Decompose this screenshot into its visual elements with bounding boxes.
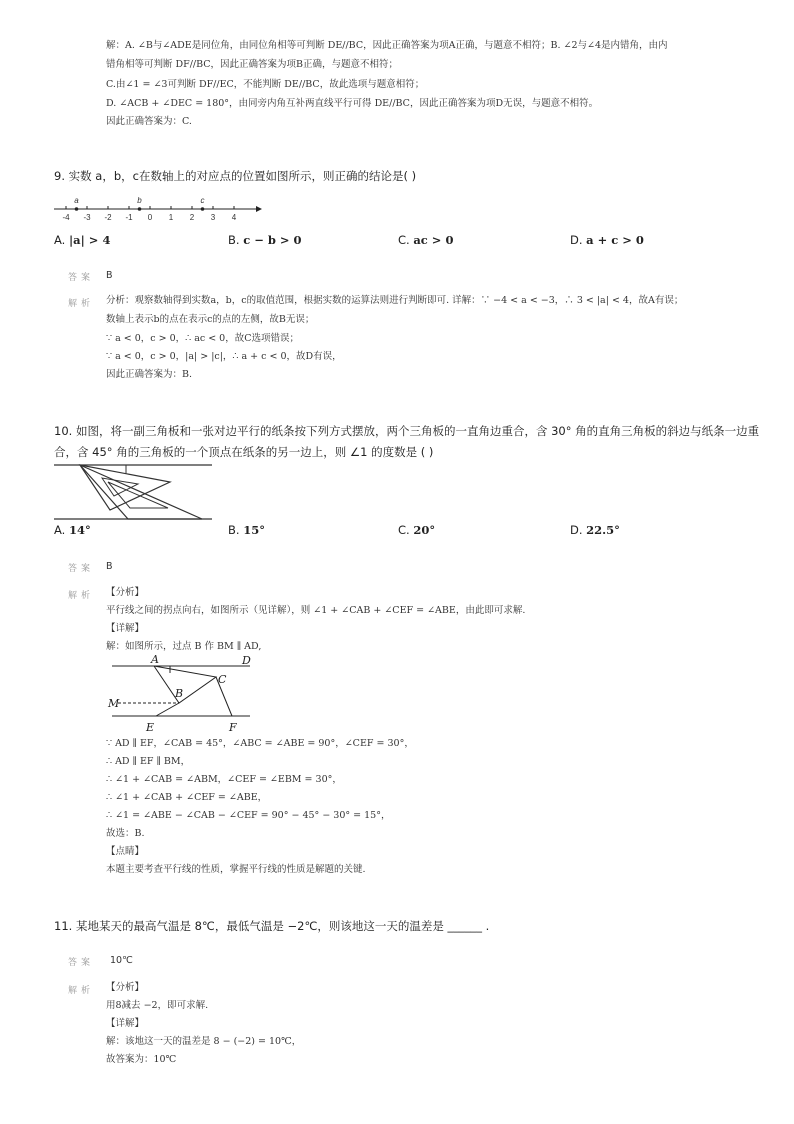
option-letter: B. [228, 233, 240, 247]
q10-step: 【点睛】 [106, 846, 145, 857]
q10-step: ∴ AD ∥ EF ∥ BM， [106, 756, 191, 767]
option-text: a + c > 0 [586, 233, 644, 247]
q10-step: ∴ ∠1 + ∠CAB + ∠CEF = ∠ABE， [106, 792, 268, 803]
number-line-point-label: b [137, 196, 142, 205]
q11-answer-tag: 答案 [68, 958, 95, 968]
label-c: C [218, 673, 227, 686]
q9-option-a[interactable] [54, 233, 110, 247]
q11-answer: 10℃ [110, 955, 133, 966]
triangle-board-figure [52, 462, 216, 522]
number-line-point-label: c [200, 196, 205, 205]
option-text: |a| > 4 [68, 233, 111, 247]
number-line-arrow [256, 206, 262, 212]
number-line-point-c [201, 207, 205, 211]
label-a: A [151, 653, 159, 666]
number-line-tick-label: 1 [168, 213, 174, 222]
q11-stem: 11. 某地某天的最高气温是 8℃，最低气温是 −2℃，则该地这一天的温差是 ______ . [54, 919, 490, 933]
q10-step: ∵ AD ∥ EF，∠CAB = 45°，∠ABC = ∠ABE = 90°，∠CEF = 30°， [106, 738, 414, 749]
number-line-tick-label: -1 [125, 213, 133, 222]
q10-stem-line-1: 10. 如图，将一副三角板和一张对边平行的纸条按下列方式摆放，两个三角板的一直角边重合，含 30° 角的直角三角板的斜边与纸条一边重 [54, 424, 760, 438]
option-text: ac > 0 [413, 233, 454, 247]
q9-option-b[interactable] [228, 233, 302, 247]
q10-option-a[interactable] [54, 523, 91, 537]
triangle-abc [154, 666, 216, 703]
label-d: D [242, 654, 251, 667]
option-letter: A. [54, 233, 66, 247]
q9-analysis-tag: 解析 [68, 299, 95, 309]
q10-step: ∴ ∠1 = ∠ABE − ∠CAB − ∠CEF = 90° − 45° − 30° = 15°， [106, 810, 391, 821]
q10-option-d[interactable] [570, 523, 620, 537]
label-e: E [146, 721, 155, 734]
q11-analysis-line: 【分析】 [106, 982, 145, 993]
option-text: c − b > 0 [243, 233, 302, 247]
q11-analysis-line: 解：该地这一天的温差是 8 − (−2) = 10℃， [106, 1036, 302, 1047]
prev-solution-line: C.由∠1 = ∠3可判断 DF//EC，不能判断 DE//BC，故此选项与题意相符； [106, 79, 425, 90]
option-text: 15° [243, 523, 265, 537]
number-line-tick-label: 2 [189, 213, 195, 222]
q9-stem: 9. 实数 a，b，c在数轴上的对应点的位置如图所示，则正确的结论是( ) [54, 169, 417, 183]
option-letter: D. [570, 233, 583, 247]
q10-analysis-head: 【分析】 [106, 587, 145, 598]
number-line-tick-label: -3 [83, 213, 91, 222]
number-line-point-b [138, 207, 142, 211]
q10-option-c[interactable] [398, 523, 435, 537]
label-b: B [175, 687, 184, 700]
segment-be [156, 703, 179, 716]
number-line-figure [50, 193, 266, 223]
q9-answer-tag: 答案 [68, 273, 95, 283]
option-text: 20° [413, 523, 436, 537]
option-letter: B. [228, 523, 240, 537]
solution-figure [104, 652, 254, 736]
prev-solution-line: 错角相等可判断 DF//BC，因此正确答案为项B正确，与题意不相符； [106, 59, 399, 70]
q10-stem-line-2: 合，含 45° 角的三角板的一个顶点在纸条的另一边上，则 ∠1 的度数是 ( ) [54, 445, 434, 459]
prev-solution-line: 因此正确答案为：C. [106, 116, 192, 127]
q9-option-c[interactable] [398, 233, 453, 247]
q10-analysis-line: 平行线之间的拐点向右，如图所示（见详解），则 ∠1 + ∠CAB + ∠CEF = ∠ABE，由此即可求解. [106, 605, 526, 616]
q9-option-d[interactable] [570, 233, 644, 247]
label-m: M [108, 697, 120, 710]
option-letter: A. [54, 523, 66, 537]
option-text: 22.5° [586, 523, 620, 537]
q11-analysis-tag: 解析 [68, 986, 95, 996]
q9-analysis-line: 分析：观察数轴得到实数a，b，c的取值范围，根据实数的运算法则进行判断即可. 详解：∵ −4 < a < −3，∴ 3 < |a| < 4，故A有误； [106, 295, 684, 306]
number-line-tick-label: -4 [62, 213, 70, 222]
q10-step: 故选：B. [106, 828, 145, 839]
option-text: 14° [68, 523, 91, 537]
q10-answer-tag: 答案 [68, 564, 95, 574]
option-letter: C. [398, 233, 410, 247]
q9-analysis-line: 因此正确答案为：B. [106, 369, 193, 380]
number-line-point-label: a [74, 196, 79, 205]
prev-solution-line: 解：A. ∠B与∠ADE是同位角，由同位角相等可判断 DE//BC，因此正确答案为项A正确，与题意不相符；B. ∠2与∠4是内错角，由内 [106, 40, 668, 51]
option-letter: D. [570, 523, 583, 537]
q11-analysis-line: 用8减去 −2，即可求解. [106, 1000, 209, 1011]
q9-analysis-line: ∵ a < 0，c > 0，∴ ac < 0，故C选项错误； [106, 333, 299, 344]
number-line-tick-label: 4 [231, 213, 237, 222]
q10-answer: B [106, 561, 113, 572]
q11-analysis-line: 故答案为：10℃ [106, 1054, 177, 1065]
number-line-ticks [62, 206, 236, 222]
q10-step: ∴ ∠1 + ∠CAB = ∠ABM，∠CEF = ∠EBM = 30°， [106, 774, 342, 785]
q10-option-b[interactable] [228, 523, 265, 537]
q10-analysis-tag: 解析 [68, 591, 95, 601]
q9-answer: B [106, 270, 113, 281]
prev-solution-line: D. ∠ACB + ∠DEC = 180°，由同旁内角互补两直线平行可得 DE//BC，因此正确答案为项D无误，与题意不相符。 [106, 98, 599, 109]
q11-analysis-line: 【详解】 [106, 1018, 145, 1029]
number-line-tick-label: 0 [147, 213, 153, 222]
q10-detail-head: 【详解】 [106, 623, 145, 634]
q10-step: 本题主要考查平行线的性质，掌握平行线的性质是解题的关键. [106, 864, 366, 875]
option-letter: C. [398, 523, 410, 537]
q9-analysis-line: 数轴上表示b的点在表示c的点的左侧，故B无误； [106, 314, 315, 325]
number-line-point-a [75, 207, 79, 211]
number-line-tick-label: -2 [104, 213, 112, 222]
label-f: F [229, 721, 237, 734]
q10-detail-line: 解：如图所示，过点 B 作 BM ∥ AD, [106, 641, 262, 652]
number-line-tick-label: 3 [210, 213, 216, 222]
q9-analysis-line: ∵ a < 0，c > 0，|a| > |c|，∴ a + c < 0，故D有误， [106, 351, 342, 362]
